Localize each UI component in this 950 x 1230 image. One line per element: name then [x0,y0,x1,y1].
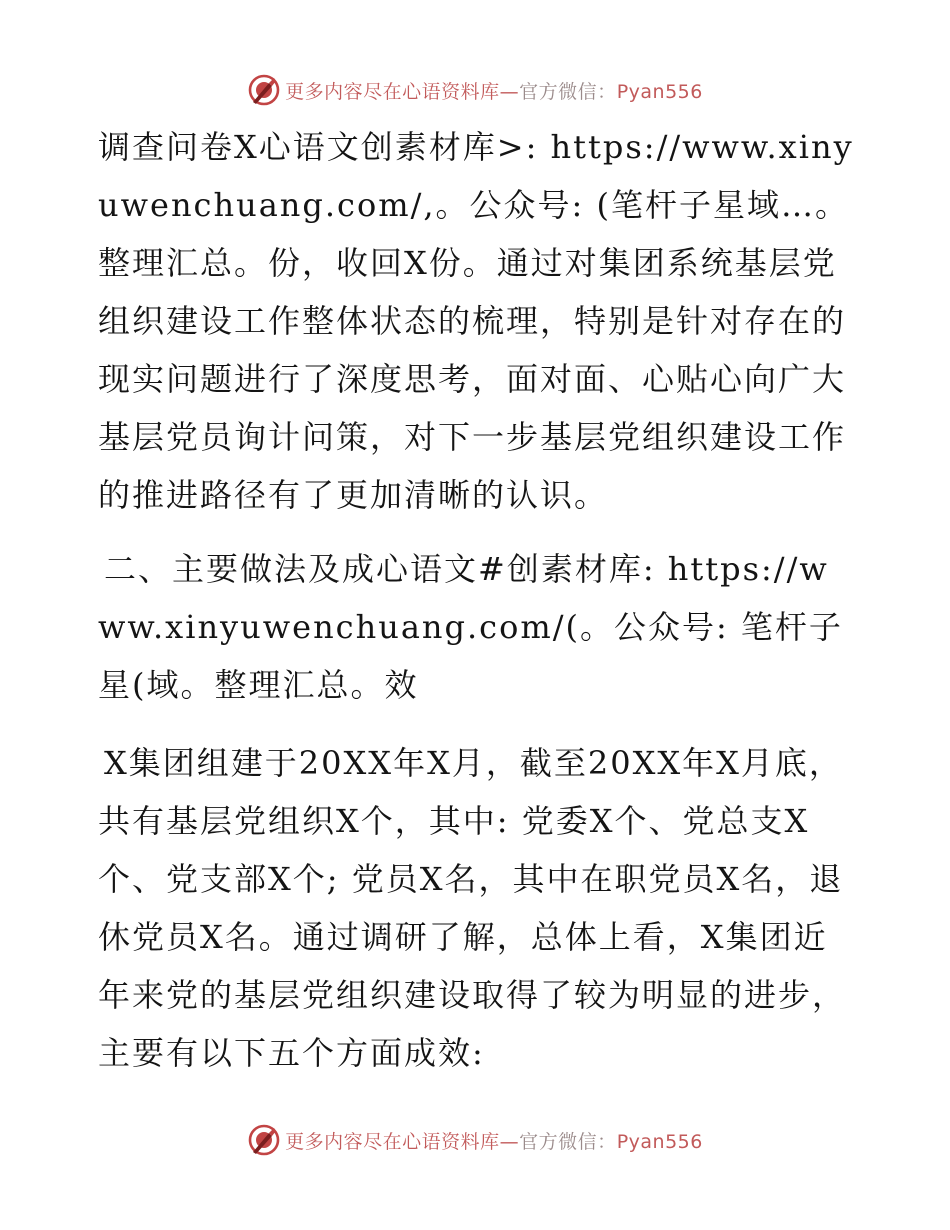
footer-watermark [0,1120,950,1160]
paragraph-survey: 调查问卷X心语文创素材库>: https://www.xinyuwenchuang.com/,。公众号: (笔杆子星域…。整理汇总。份，收回X份。通过对集团系统基层党组织建设工作整体状态的梳理，特别是针对存在的现实问题进行了深度思考，面对面、心贴心向广大基层党员询计问策，对下一步基层党组织建设工作的推进路径有了更加清晰的认识。 [98,128,854,514]
footer-watermark-text: 更多内容尽在心语资料库—官方微信：Pyan556 [285,1130,703,1153]
paragraph-group-overview: X集团组建于20XX年X月，截至20XX年X月底，共有基层党组织X个，其中: 党委X个、党总支X个、党支部X个; 党员X名，其中在职党员X名，退休党员X名。通过调研了解，总体上看，X集团近年来党的基层党组织建设取得了较为明显的进步，主要有以下五个方面成效: [98,744,847,1072]
section-heading-practices: 二、主要做法及成心语文#创素材库: https://www.xinyuwenchuang.com/(。公众号: 笔杆子星(域。整理汇总。效 [98,550,843,704]
header-watermark-text: 更多内容尽在心语资料库—官方微信：Pyan556 [285,80,703,103]
pen-logo-icon [247,73,281,107]
document-body [98,118,858,1082]
pen-logo-icon [247,1123,281,1157]
header-watermark [0,70,950,110]
